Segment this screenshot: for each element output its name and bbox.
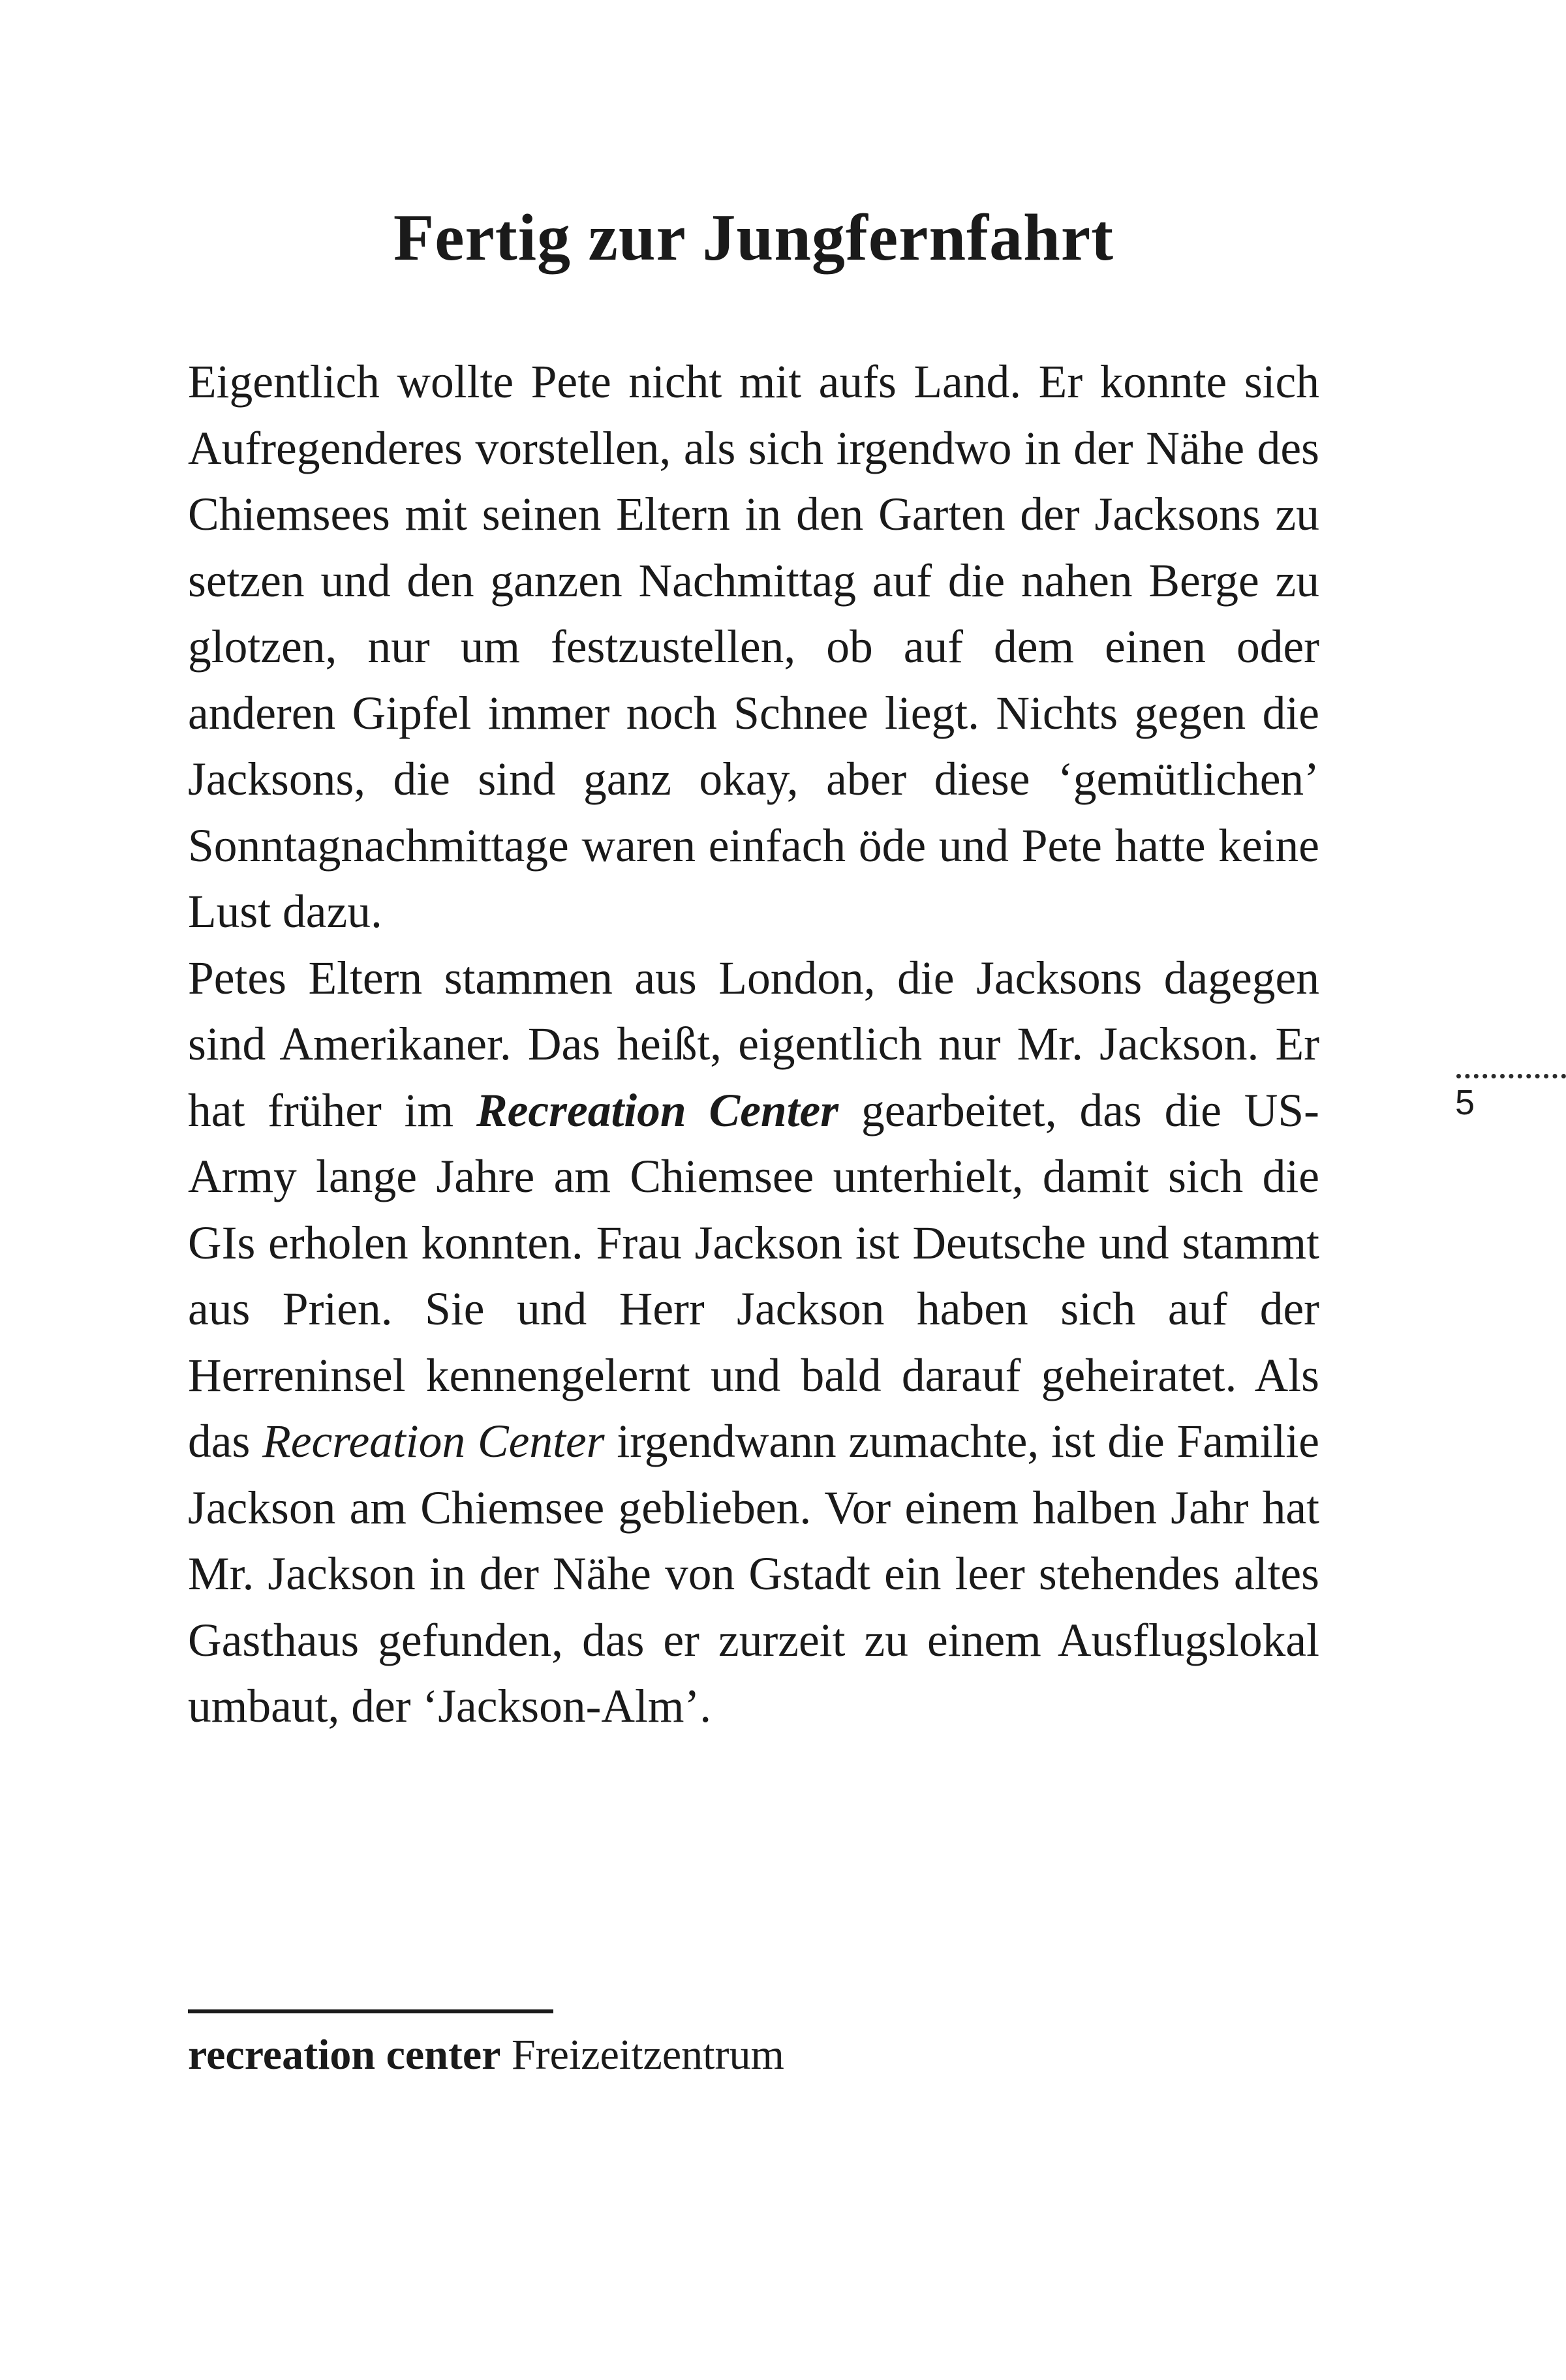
page-number-dotted-rule [1456,1074,1566,1078]
term-recreation-center-italic: Recreation Center [262,1416,605,1467]
footnote-divider [188,2009,553,2013]
paragraph-2-part-1: Petes Eltern stammen aus London, die Jacksons dagegen sind Amerikaner. Das heißt, eigentlich nur Mr. Jackson. Er hat früher im [188,952,1319,1137]
page-number: 5 [1455,1083,1475,1122]
paragraph-2-part-2: gearbeitet, das die US-Army lange Jahre am Chiemsee unterhielt, damit sich die GIs erholen konnten. Frau Jackson ist Deutsche und stammt aus Prien. Sie und Herr Jackson haben sich auf der Herreninsel kennengelernt und bald darauf geheiratet. Als das [188,1084,1319,1467]
footnote [188,2026,1319,2084]
paragraph-1: Eigentlich wollte Pete nicht mit aufs Land. Er konnte sich Aufregenderes vorstellen, als sich irgendwo in der Nähe des Chiemsees mit seinen Eltern in den Garten der Jacksons zu setzen und den ganzen Nachmittag auf die nahen Berge zu glotzen, nur um festzustellen, ob auf dem einen oder anderen Gipfel immer noch Schnee liegt. Nichts gegen die Jacksons, die sind ganz okay, aber diese ‘gemütlichen’ Sonntagnachmittage waren einfach öde und Pete hatte keine Lust dazu. [188,356,1319,938]
paragraph-2-part-3: irgendwann zumachte, ist die Familie Jackson am Chiemsee geblieben. Vor einem halben Jahr hat Mr. Jackson in der Nähe von Gstadt ein leer stehendes altes Gasthaus gefunden, das er zurzeit zu einem Ausflugslokal umbaut, der ‘Jackson-Alm’. [188,1416,1320,1732]
footnote-definition: Freizeitzentrum [511,2031,784,2079]
footnote-term: recreation center [188,2031,501,2079]
paragraph-2 [188,945,1319,1740]
body-text [188,349,1319,1740]
chapter-title: Fertig zur Jungfernfahrt [393,201,1114,275]
glossary-term-recreation-center: Recreation Center [476,1084,839,1137]
